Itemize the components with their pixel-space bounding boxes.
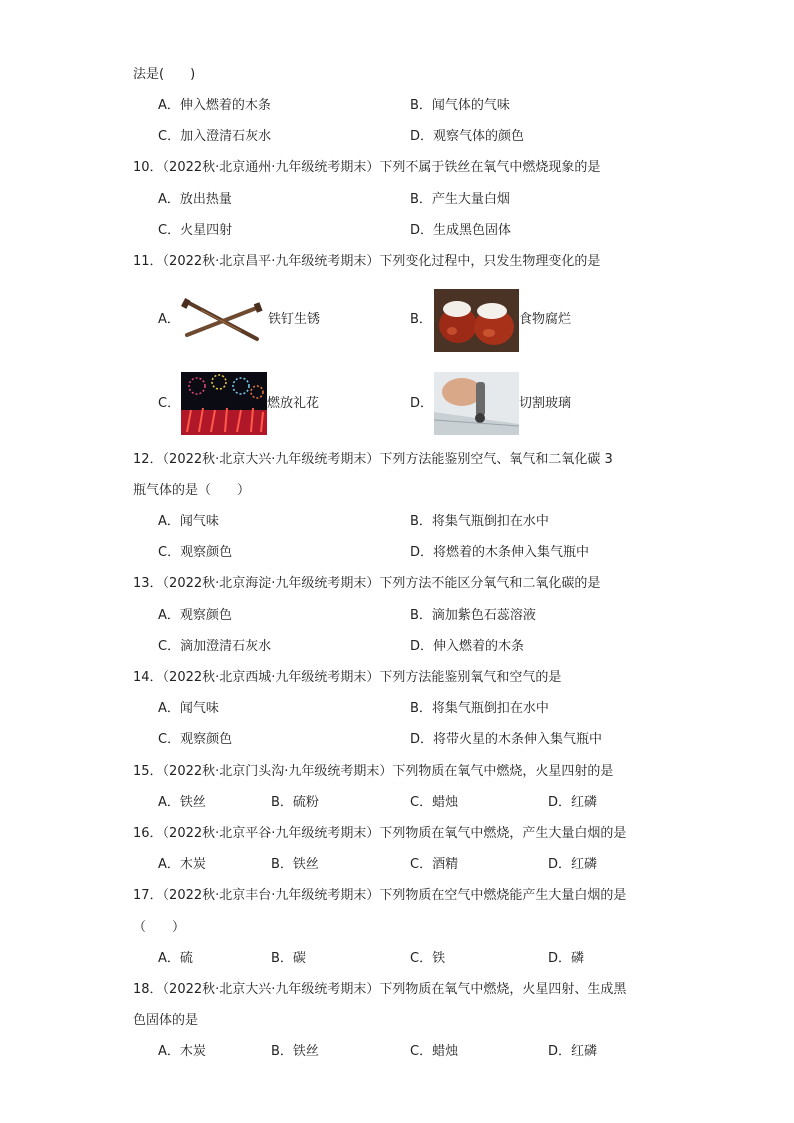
q16-option-b: B．铁丝 [271,857,319,872]
q11-stem: 11．（2022秋·北京昌平·九年级统考期末）下列变化过程中，只发生物理变化的是 [133,254,601,269]
q18-option-b: B．铁丝 [271,1044,319,1059]
rusty-nails-image [181,289,267,351]
q18-option-d: D．红磷 [548,1044,598,1059]
q10-stem: 10．（2022秋·北京通州·九年级统考期末）下列不属于铁丝在氧气中燃烧现象的是 [133,160,601,175]
glass-cutting-image [434,372,519,435]
q13-option-c: C．滴加澄清石灰水 [158,639,272,654]
q12-stem: 12．（2022秋·北京大兴·九年级统考期末）下列方法能鉴别空气、氧气和二氧化碳 3 [133,452,613,467]
q11-option-a-letter: A． [158,312,180,327]
rotten-food-image [434,289,519,352]
q13-option-d: D．伸入燃着的木条 [410,639,525,654]
q10-option-d: D．生成黑色固体 [410,223,512,238]
q16-option-d: D．红磷 [548,857,598,872]
q17-option-b: B．碳 [271,951,306,966]
q17-stem-cont: （ ） [133,920,186,935]
q11-option-a-label: 铁钉生锈 [268,312,321,327]
q13-option-b: B．滴加紫色石蕊溶液 [410,608,536,623]
q14-option-c: C．观察颜色 [158,732,233,747]
q18-option-a: A．木炭 [158,1044,206,1059]
q16-option-a: A．木炭 [158,857,206,872]
q9-option-d: D．观察气体的颜色 [410,129,525,144]
q9-option-c: C．加入澄清石灰水 [158,129,272,144]
q18-option-c: C．蜡烛 [410,1044,459,1059]
q11-option-d-label: 切割玻璃 [519,396,572,411]
q16-stem: 16．（2022秋·北京平谷·九年级统考期末）下列物质在氧气中燃烧，产生大量白烟的是 [133,826,627,841]
q12-option-c: C．观察颜色 [158,545,233,560]
q15-option-a: A．铁丝 [158,795,206,810]
q14-stem: 14．（2022秋·北京西城·九年级统考期末）下列方法能鉴别氧气和空气的是 [133,670,562,685]
q10-option-c: C．火星四射 [158,223,233,238]
q11-option-d-letter: D． [410,396,434,411]
q17-option-c: C．铁 [410,951,446,966]
q17-option-d: D．磷 [548,951,585,966]
q14-option-a: A．闻气味 [158,701,219,716]
q13-stem: 13．（2022秋·北京海淀·九年级统考期末）下列方法不能区分氧气和二氧化碳的是 [133,576,601,591]
q12-stem-cont: 瓶气体的是（ ） [133,483,251,498]
q10-option-b: B．产生大量白烟 [410,192,510,207]
q10-option-a: A．放出热量 [158,192,232,207]
q11-option-c-letter: C． [158,396,181,411]
q9-option-b: B．闻气体的气味 [410,98,510,113]
q15-option-b: B．硫粉 [271,795,319,810]
q11-option-b-letter: B． [410,312,432,327]
q9-stem-tail: 法是( ) [133,67,196,82]
q12-option-d: D．将燃着的木条伸入集气瓶中 [410,545,590,560]
q17-option-a: A．硫 [158,951,193,966]
q18-stem-cont: 色固体的是 [133,1013,199,1028]
q15-option-c: C．蜡烛 [410,795,459,810]
q17-stem: 17．（2022秋·北京丰台·九年级统考期末）下列物质在空气中燃烧能产生大量白烟的是 [133,888,627,903]
q11-option-c-label: 燃放礼花 [267,396,320,411]
q11-option-b-label: 食物腐烂 [519,312,572,327]
fireworks-image [181,372,267,435]
q14-option-d: D．将带火星的木条伸入集气瓶中 [410,732,603,747]
q14-option-b: B．将集气瓶倒扣在水中 [410,701,549,716]
q12-option-b: B．将集气瓶倒扣在水中 [410,514,549,529]
q18-stem: 18．（2022秋·北京大兴·九年级统考期末）下列物质在氧气中燃烧，火星四射、生成黑 [133,982,627,997]
q15-stem: 15．（2022秋·北京门头沟·九年级统考期末）下列物质在氧气中燃烧，火星四射的是 [133,764,614,779]
q9-option-a: A．伸入燃着的木条 [158,98,271,113]
q16-option-c: C．酒精 [410,857,459,872]
q15-option-d: D．红磷 [548,795,598,810]
q13-option-a: A．观察颜色 [158,608,232,623]
q12-option-a: A．闻气味 [158,514,219,529]
